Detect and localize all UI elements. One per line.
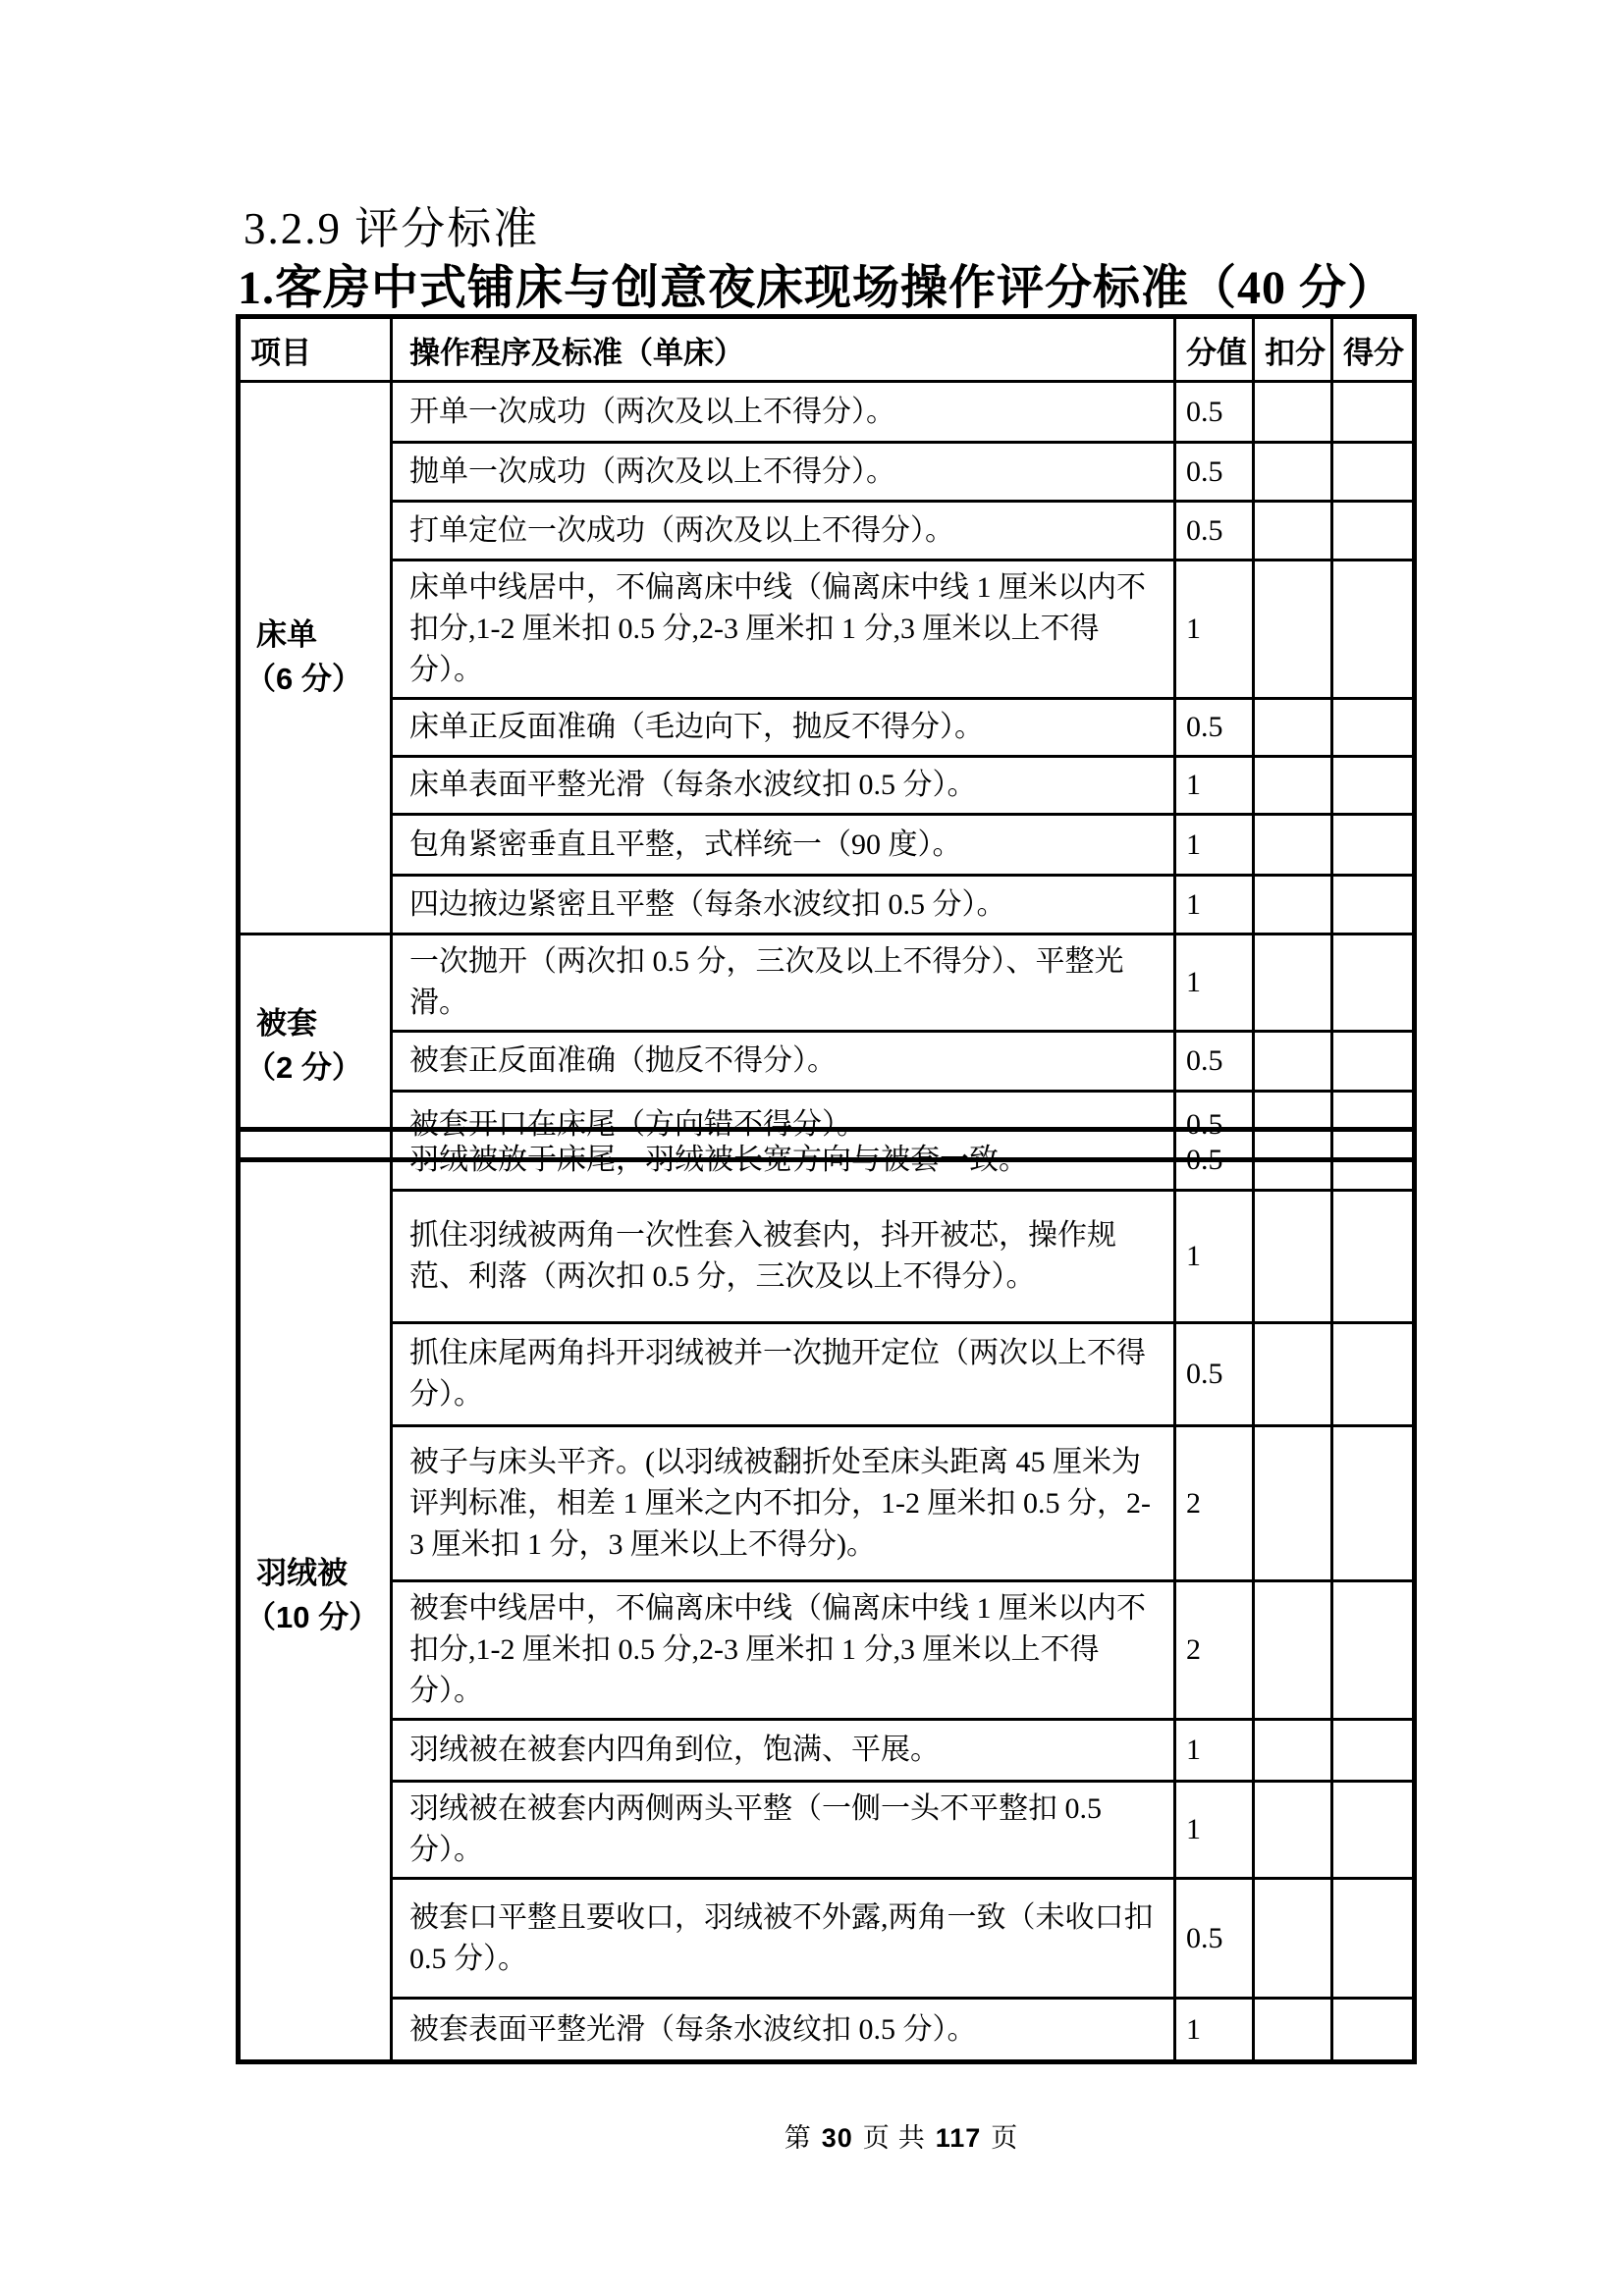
deduction-cell bbox=[1254, 382, 1332, 443]
score-earned-cell bbox=[1332, 757, 1415, 815]
footer-label: 页 bbox=[862, 2123, 891, 2153]
table-title: 1.客房中式铺床与创意夜床现场操作评分标准（40 分） bbox=[238, 262, 1396, 314]
page-footer bbox=[0, 2116, 1624, 2155]
page-number: 30 bbox=[821, 2123, 853, 2153]
score-earned-cell bbox=[1332, 876, 1415, 934]
item-label: 被套 bbox=[256, 1006, 317, 1041]
table-row bbox=[239, 815, 1415, 876]
item-cell-duvet-cover bbox=[239, 934, 392, 1160]
table-row bbox=[239, 1426, 1415, 1581]
deduction-cell bbox=[1254, 561, 1332, 699]
deduction-cell bbox=[1254, 1782, 1332, 1879]
score-earned-cell bbox=[1332, 934, 1415, 1032]
deduction-cell bbox=[1254, 1191, 1332, 1323]
score-earned-cell bbox=[1332, 1426, 1415, 1581]
criterion-cell: 抓住床尾两角抖开羽绒被并一次抛开定位（两次以上不得分）。 bbox=[392, 1323, 1175, 1426]
score-earned-cell bbox=[1332, 1323, 1415, 1426]
item-cell-duvet bbox=[239, 1130, 392, 2062]
points-cell: 2 bbox=[1175, 1426, 1254, 1581]
criterion-cell: 羽绒被在被套内两侧两头平整（一侧一头不平整扣 0.5 分）。 bbox=[392, 1782, 1175, 1879]
header-row bbox=[239, 317, 1415, 382]
deduction-cell bbox=[1254, 815, 1332, 876]
table-row bbox=[239, 1999, 1415, 2062]
deduction-cell bbox=[1254, 502, 1332, 561]
scoring-table-2 bbox=[236, 1127, 1417, 2064]
score-earned-cell bbox=[1332, 1782, 1415, 1879]
points-cell: 1 bbox=[1175, 1782, 1254, 1879]
criterion-cell: 被套开口在床尾（方向错不得分）。 bbox=[392, 1092, 1175, 1160]
score-earned-cell bbox=[1332, 382, 1415, 443]
table-row bbox=[239, 561, 1415, 699]
criterion-cell: 羽绒被放于床尾，羽绒被长宽方向与被套一致。 bbox=[392, 1130, 1175, 1191]
table-row bbox=[239, 1720, 1415, 1782]
deduction-cell bbox=[1254, 1720, 1332, 1782]
points-cell: 1 bbox=[1175, 561, 1254, 699]
score-earned-cell bbox=[1332, 1999, 1415, 2062]
points-cell: 0.5 bbox=[1175, 1130, 1254, 1191]
footer-label: 页 bbox=[991, 2123, 1019, 2153]
item-points-label: （6 分） bbox=[245, 662, 362, 696]
points-cell: 1 bbox=[1175, 1720, 1254, 1782]
criterion-cell: 床单中线居中，不偏离床中线（偏离床中线 1 厘米以内不扣分,1-2 厘米扣 0.5 分,2-3 厘米扣 1 分,3 厘米以上不得分）。 bbox=[392, 561, 1175, 699]
points-cell: 1 bbox=[1175, 1999, 1254, 2062]
points-cell: 0.5 bbox=[1175, 1092, 1254, 1160]
section-number-heading: 3.2.9 评分标准 bbox=[244, 204, 540, 253]
table-row bbox=[239, 1782, 1415, 1879]
table-row bbox=[239, 1130, 1415, 1191]
points-cell: 0.5 bbox=[1175, 1323, 1254, 1426]
criterion-cell: 被套口平整且要收口，羽绒被不外露,两角一致（未收口扣 0.5 分）。 bbox=[392, 1879, 1175, 1999]
points-cell: 1 bbox=[1175, 815, 1254, 876]
score-earned-cell bbox=[1332, 1032, 1415, 1092]
criterion-cell: 抓住羽绒被两角一次性套入被套内，抖开被芯，操作规范、利落（两次扣 0.5 分，三次及以上不得分）。 bbox=[392, 1191, 1175, 1323]
points-cell: 0.5 bbox=[1175, 699, 1254, 757]
points-cell: 0.5 bbox=[1175, 1879, 1254, 1999]
criterion-cell: 被套表面平整光滑（每条水波纹扣 0.5 分）。 bbox=[392, 1999, 1175, 2062]
criterion-cell: 羽绒被在被套内四角到位，饱满、平展。 bbox=[392, 1720, 1175, 1782]
points-cell: 0.5 bbox=[1175, 502, 1254, 561]
item-cell-bedsheet bbox=[239, 382, 392, 934]
score-earned-cell bbox=[1332, 502, 1415, 561]
criterion-cell: 打单定位一次成功（两次及以上不得分）。 bbox=[392, 502, 1175, 561]
header-cell-item: 项目 bbox=[239, 317, 392, 382]
scoring-table-1 bbox=[236, 314, 1417, 1162]
table-row bbox=[239, 443, 1415, 502]
criterion-cell: 床单表面平整光滑（每条水波纹扣 0.5 分）。 bbox=[392, 757, 1175, 815]
deduction-cell bbox=[1254, 443, 1332, 502]
footer-label: 共 bbox=[897, 2123, 926, 2153]
criterion-cell: 一次抛开（两次扣 0.5 分，三次及以上不得分）、平整光滑。 bbox=[392, 934, 1175, 1032]
criterion-cell: 被子与床头平齐。(以羽绒被翻折处至床头距离 45 厘米为评判标准，相差 1 厘米之内不扣分，1-2 厘米扣 0.5 分，2-3 厘米扣 1 分，3 厘米以上不得分)。 bbox=[392, 1426, 1175, 1581]
header-cell-procedure: 操作程序及标准（单床） bbox=[392, 317, 1175, 382]
deduction-cell bbox=[1254, 757, 1332, 815]
deduction-cell bbox=[1254, 699, 1332, 757]
deduction-cell bbox=[1254, 1879, 1332, 1999]
table-row bbox=[239, 1581, 1415, 1720]
points-cell: 0.5 bbox=[1175, 1032, 1254, 1092]
table-row bbox=[239, 757, 1415, 815]
table-row bbox=[239, 1879, 1415, 1999]
item-points-label: （2 分） bbox=[245, 1050, 362, 1085]
deduction-cell bbox=[1254, 1426, 1332, 1581]
table-row bbox=[239, 502, 1415, 561]
score-earned-cell bbox=[1332, 1879, 1415, 1999]
table-row bbox=[239, 934, 1415, 1032]
footer-label: 第 bbox=[784, 2123, 812, 2153]
deduction-cell bbox=[1254, 1581, 1332, 1720]
score-earned-cell bbox=[1332, 1581, 1415, 1720]
points-cell: 1 bbox=[1175, 757, 1254, 815]
criterion-cell: 被套正反面准确（抛反不得分）。 bbox=[392, 1032, 1175, 1092]
criterion-cell: 开单一次成功（两次及以上不得分）。 bbox=[392, 382, 1175, 443]
item-points-label: （10 分） bbox=[245, 1599, 380, 1634]
criterion-cell: 被套中线居中，不偏离床中线（偏离床中线 1 厘米以内不扣分,1-2 厘米扣 0.5 分,2-3 厘米扣 1 分,3 厘米以上不得分）。 bbox=[392, 1581, 1175, 1720]
score-earned-cell bbox=[1332, 561, 1415, 699]
deduction-cell bbox=[1254, 1032, 1332, 1092]
score-earned-cell bbox=[1332, 443, 1415, 502]
table-row bbox=[239, 1323, 1415, 1426]
score-earned-cell bbox=[1332, 699, 1415, 757]
criterion-cell: 抛单一次成功（两次及以上不得分）。 bbox=[392, 443, 1175, 502]
deduction-cell bbox=[1254, 1130, 1332, 1191]
points-cell: 0.5 bbox=[1175, 382, 1254, 443]
header-cell-points: 分值 bbox=[1175, 317, 1254, 382]
table-row bbox=[239, 1032, 1415, 1092]
deduction-cell bbox=[1254, 1323, 1332, 1426]
deduction-cell bbox=[1254, 876, 1332, 934]
points-cell: 1 bbox=[1175, 934, 1254, 1032]
score-earned-cell bbox=[1332, 1130, 1415, 1191]
total-pages: 117 bbox=[935, 2123, 982, 2153]
score-earned-cell bbox=[1332, 1191, 1415, 1323]
deduction-cell bbox=[1254, 1999, 1332, 2062]
criterion-cell: 包角紧密垂直且平整，式样统一（90 度）。 bbox=[392, 815, 1175, 876]
score-earned-cell bbox=[1332, 1720, 1415, 1782]
deduction-cell bbox=[1254, 934, 1332, 1032]
score-earned-cell bbox=[1332, 815, 1415, 876]
item-label: 床单 bbox=[256, 617, 317, 653]
criterion-cell: 四边掖边紧密且平整（每条水波纹扣 0.5 分）。 bbox=[392, 876, 1175, 934]
table-row bbox=[239, 382, 1415, 443]
points-cell: 1 bbox=[1175, 876, 1254, 934]
table-row bbox=[239, 876, 1415, 934]
points-cell: 2 bbox=[1175, 1581, 1254, 1720]
item-label: 羽绒被 bbox=[256, 1555, 348, 1590]
header-cell-score: 得分 bbox=[1332, 317, 1415, 382]
points-cell: 1 bbox=[1175, 1191, 1254, 1323]
points-cell: 0.5 bbox=[1175, 443, 1254, 502]
table-row bbox=[239, 699, 1415, 757]
table-row bbox=[239, 1191, 1415, 1323]
header-cell-deduction: 扣分 bbox=[1254, 317, 1332, 382]
criterion-cell: 床单正反面准确（毛边向下，抛反不得分）。 bbox=[392, 699, 1175, 757]
